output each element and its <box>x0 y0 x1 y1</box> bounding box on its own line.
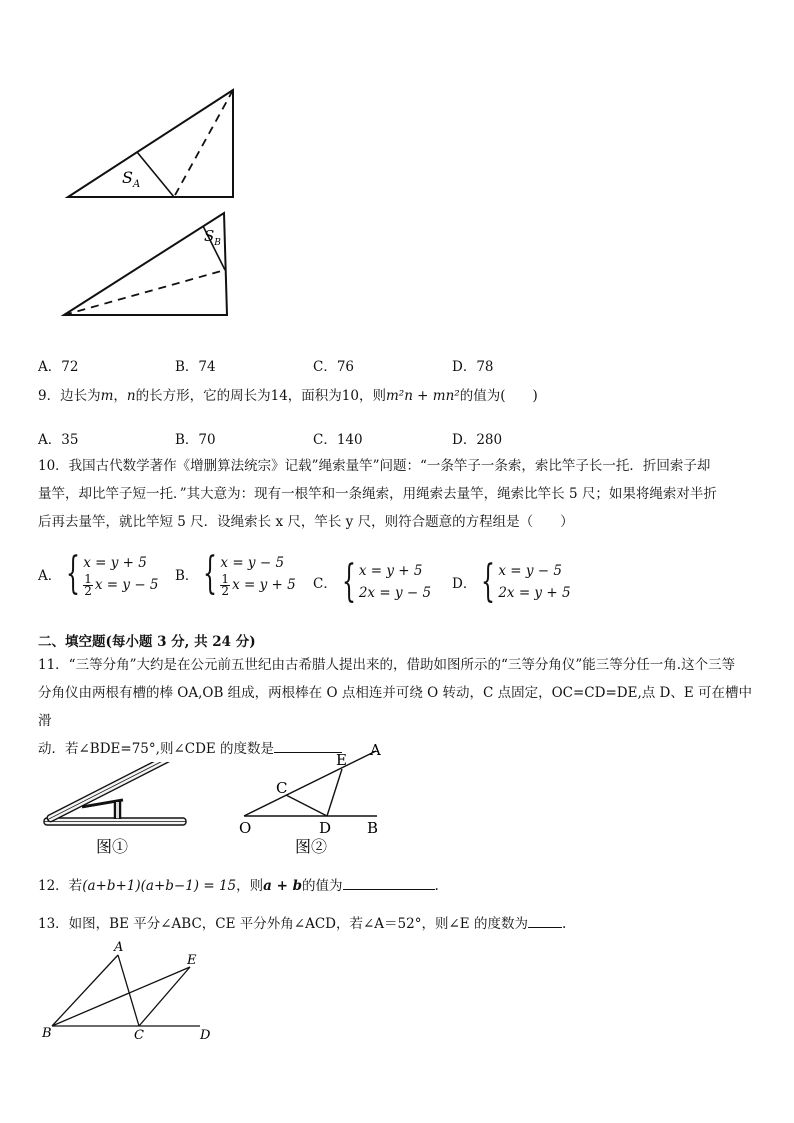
q11-fig2-label-d: D <box>319 819 332 837</box>
q11-figure-2 <box>235 740 385 860</box>
q10-option-b: B． { x = y − 5 $\frac{1}{2}$ x = y + 5 <box>175 548 296 599</box>
q10-option-c: C． { x = y + 5 2x = y − 5 <box>313 556 432 607</box>
q11-fig1-caption: 图① <box>96 837 129 856</box>
q12-stem: 12．若(a+b+1)(a+b−1) = 15，则a + b的值为 . <box>38 878 439 894</box>
q11-fig2-label-e: E <box>336 751 347 769</box>
q9-stem: 9．边长为m，n的长方形，它的周长为14，面积为10，则m²n + mn²的值为( ) <box>38 388 538 404</box>
q11-fig2-caption: 图② <box>295 837 328 856</box>
q9-option-c: C．140 <box>313 432 363 448</box>
q13-label-a: A <box>114 940 124 955</box>
q13-stem: 13．如图，BE 平分∠ABC，CE 平分外角∠ACD，若∠A＝52°，则∠E 的度数为 . <box>38 916 567 932</box>
section-title-fill-blank: 二、填空题(每小题 3 分, 共 24 分) <box>38 634 256 650</box>
q13-figure <box>38 938 228 1048</box>
q11-fig2-label-o: O <box>239 819 252 837</box>
q8-option-a: A．72 <box>38 359 79 375</box>
q11-fig2-label-a: A <box>370 741 381 759</box>
q8-option-d: D．78 <box>452 359 494 375</box>
q12-expression: (a+b+1)(a+b−1) = 15 <box>82 878 237 894</box>
q8-option-c: C．76 <box>313 359 355 375</box>
q13-label-c: C <box>134 1028 144 1043</box>
q11-stem: 11．“三等分角”大约是在公元前五世纪由古希腊人提出来的，借助如图所示的“三等分角仪”能三等分任一角.这个三等 分角仪由两根有槽的棒 OA,OB 组成，两根棒在 O 点相连并可绕 O 转动，C 点固定，OC=CD=DE,点 D、E 可在槽中滑 动．若∠BDE=75°,则∠CDE 的度数是 <box>38 657 753 757</box>
q13-label-b: B <box>42 1026 52 1041</box>
q13-label-d: D <box>200 1028 211 1043</box>
q13-label-e: E <box>187 953 197 968</box>
q8-triangle-a <box>68 90 233 197</box>
q8-triangle-b <box>64 213 227 315</box>
q13-answer-blank[interactable] <box>528 927 562 928</box>
q9-option-b: B．70 <box>175 432 216 448</box>
q12-answer-blank[interactable] <box>343 889 435 890</box>
q11-fig2-label-c: C <box>276 779 288 797</box>
q8-dashed-line-a <box>174 90 233 197</box>
q8-figure <box>60 85 250 325</box>
q11-figure-1 <box>40 762 195 862</box>
q8-dashed-line-b <box>64 270 225 315</box>
q11-fig2-label-b: B <box>367 819 379 837</box>
q8-square-line-a <box>137 152 174 197</box>
q10-stem: 10．我国古代数学著作《增删算法统宗》记载”绳索量竿”问题：“一条竿子一条索，索比竿子长一托．折回索子却 量竿，却比竿子短一托．”其大意为：现有一根竿和一条绳索，用绳索去量竿，绳索比竿长 5 尺；如果将绳索对半折 后再去量竿，就比竿短 5 尺．设绳索长 x 尺，竿长 y 尺，则符合题意的方程组是（ ） <box>38 458 717 530</box>
q8-label-sa: $S_A$ <box>122 168 141 190</box>
q8-option-b: B．74 <box>175 359 216 375</box>
q10-option-a: A． { x = y + 5 $\frac{1}{2}$ x = y − 5 <box>38 548 159 599</box>
q9-option-a: A．35 <box>38 432 79 448</box>
q9-expression: m²n + mn² <box>385 388 460 404</box>
q9-option-d: D．280 <box>452 432 503 448</box>
q10-option-d: D． { x = y − 5 2x = y + 5 <box>452 556 571 607</box>
q8-label-sb: $S_B$ <box>204 227 221 248</box>
